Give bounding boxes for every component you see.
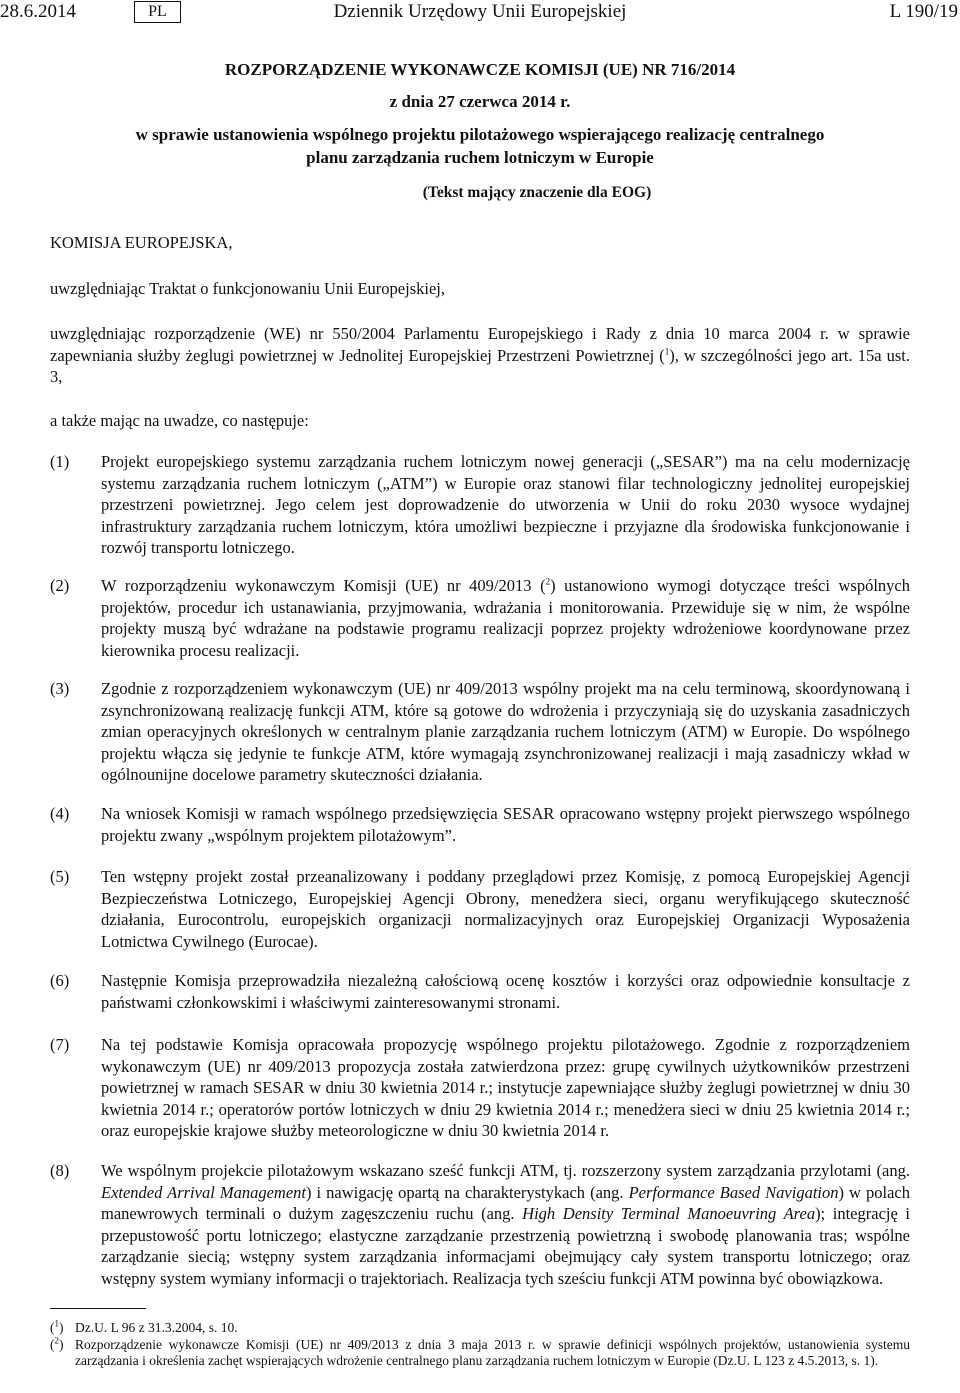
eea-relevance bbox=[0, 183, 960, 203]
recital-text: Zgodnie z rozporządzeniem wykonawczym (UE) nr 409/2013 wspólny projekt ma na celu terminową, skoordynowaną i zsynchronizowaną realizację funkcji ATM, które są gotowe do wdrożenia i przyczyniają się do uzyskania zasadniczych zmian operacyjnych określonych w centralnym planie zarządzania ruchem lotniczym (ATM) w Europie. Do wspólnego projektu włącza się jedynie te funkcje ATM, które wymagają zsynchronizowanej realizacji i mają zasadniczy wkład w ogólnounijne docelowe parametry skuteczności działania. bbox=[101, 679, 910, 784]
recital-number: (4) bbox=[50, 804, 70, 823]
commission-line: KOMISJA EUROPEJSKA, bbox=[50, 233, 233, 252]
recital-term-italic: High Density Terminal Manoeuvring Area bbox=[522, 1204, 816, 1223]
recital-text: Następnie Komisja przeprowadziła niezależną całościową ocenę kosztów i korzyści oraz odpowiednie konsultacje z państwami członkowskimi i właściwymi zainteresowanymi stronami. bbox=[101, 971, 910, 1012]
footnote-paren: ) bbox=[59, 1337, 64, 1352]
footnote-ref-2[interactable]: 2 bbox=[545, 576, 551, 587]
having-regard-text-before: uwzględniając rozporządzenie (WE) nr 550/2004 Parlamentu Europejskiego i Rady z dnia 10 marca 2004 r. w sprawie zapewniania służby żeglugi powietrznej w Jednolitej Europejskiej Przestrzeni Powietrznej ( bbox=[50, 324, 910, 365]
recital-number: (5) bbox=[50, 867, 70, 886]
eea-relevance-text: (Tekst mający znaczenie dla EOG) bbox=[422, 184, 652, 201]
recital-8 bbox=[50, 1160, 910, 1289]
header-language-box: PL bbox=[134, 1, 181, 23]
footnote-paren: ( bbox=[50, 1337, 55, 1352]
footnote-number bbox=[50, 1320, 64, 1336]
recital-3 bbox=[50, 678, 910, 786]
regulation-title: ROZPORZĄDZENIE WYKONAWCZE KOMISJI (UE) NR 716/2014 bbox=[224, 60, 736, 79]
footnote-text: Rozporządzenie wykonawcze Komisji (UE) nr 409/2013 z dnia 3 maja 2013 r. w sprawie definicji wspólnych projektów, ustanowienia systemu zarządzania i określenia zachęt wspierających wdrożenie centralnego planu zarządzania ruchem lotniczym w Europie (Dz.U. L 123 z 4.5.2013, s. 1). bbox=[75, 1337, 910, 1368]
footnote-paren: ) bbox=[59, 1320, 64, 1335]
recital-number: (2) bbox=[50, 576, 70, 595]
footnote-marker: 1 bbox=[54, 1318, 59, 1329]
recital-2 bbox=[50, 575, 910, 661]
recital-7 bbox=[50, 1034, 910, 1142]
footnote-marker: 2 bbox=[54, 1335, 59, 1346]
recital-text-part: ) w polach manewrowych terminali o dużym zagęszczeniu ruchu (ang. bbox=[101, 1182, 910, 1223]
recital-5 bbox=[50, 866, 910, 952]
recital-text-before: W rozporządzeniu wykonawczym Komisji (UE) nr 409/2013 ( bbox=[101, 576, 546, 595]
having-regard-regulation bbox=[50, 323, 910, 388]
subject-line-1: w sprawie ustanowienia wspólnego projektu pilotażowego wspierającego realizację centralnego bbox=[135, 125, 825, 144]
footnote-text: Dz.U. L 96 z 31.3.2004, s. 10. bbox=[75, 1320, 238, 1335]
recital-term-italic: Performance Based Navigation bbox=[628, 1182, 839, 1202]
footnote-paren: ( bbox=[50, 1320, 55, 1335]
regulation-subject bbox=[0, 123, 960, 169]
footnote-1 bbox=[50, 1320, 910, 1336]
footnote-divider bbox=[50, 1308, 146, 1309]
recital-text-after: ) ustanowiono wymogi dotyczące treści wspólnych projektów, procedur ich ustanawiania, przyjmowania, wdrażania i monitorowania. Przewiduje się w nim, że wspólne projekty muszą być wdrażane na podstawie programu realizacji poprzez projekty wdrożeniowe koordynowane przez kierownika procesu realizacji. bbox=[101, 576, 910, 660]
page-header bbox=[0, 0, 960, 24]
recital-text bbox=[101, 1160, 910, 1289]
footnote-ref-1[interactable]: 1 bbox=[664, 346, 670, 356]
recital-text-part: ); integrację i przepustowość portu lotniczego; elastyczne zarządzanie przestrzenią powietrzną i swobodę planowania tras; wspólne zarządzanie siecią; wstępny system zarządzania informacjami obejmujący cały system transportu lotniczego; oraz wstępny system wymiany informacji o trajektoriach. Realizacja tych sześciu funkcji ATM powinna być obowiązkowa. bbox=[101, 1204, 911, 1288]
footnote-2 bbox=[50, 1337, 910, 1369]
recital-text-part: We wspólnym projekcie pilotażowym wskazano sześć funkcji ATM, tj. rozszerzony system zarządzania przylotami (ang. bbox=[101, 1161, 910, 1180]
header-date: 28.6.2014 bbox=[0, 1, 76, 22]
whereas-line: a także mając na uwadze, co następuje: bbox=[50, 411, 309, 430]
subject-line-2: planu zarządzania ruchem lotniczym w Europie bbox=[306, 148, 654, 167]
recital-term-italic: Extended Arrival Management bbox=[101, 1182, 306, 1202]
recital-number: (7) bbox=[50, 1035, 70, 1054]
recital-text bbox=[101, 575, 910, 661]
recital-text: Na tej podstawie Komisja opracowała propozycję wspólnego projektu pilotażowego. Zgodnie z rozporządzeniem wykonawczym (UE) nr 409/2013 propozycja została zatwierdzona przez: grupę cywilnych użytkowników przestrzeni powietrznej w ramach SESAR w dniu 30 kwietnia 2014 r.; instytucje zapewniające służby żeglugi powietrznej w dniu 30 kwietnia 2014 r.; operatorów portów lotniczych w dniu 29 kwietnia 2014 r.; menedżera sieci w dniu 25 kwietnia 2014 r.; oraz europejskie krajowe służby meteorologiczne w dniu 30 kwietnia 2014 r. bbox=[101, 1035, 910, 1140]
recital-text: Na wniosek Komisji w ramach wspólnego przedsięwzięcia SESAR opracowano wstępny projekt pierwszego wspólnego projektu zwany „wspólnym projektem pilotażowym”. bbox=[101, 804, 910, 845]
recital-text: Projekt europejskiego systemu zarządzania ruchem lotniczym nowej generacji („SESAR”) ma na celu modernizację systemu zarządzania ruchem lotniczym („ATM”) w Europie oraz stanowi filar technologiczny jednolitej europejskiej przestrzeni powietrznej. Jego celem jest doprowadzenie do utworzenia w Unii do roku 2030 wysoce wydajnej infrastruktury zarządzania ruchem lotniczym, która umożliwi bezpieczne i przyjazne dla środowiska funkcjonowanie i rozwój transportu lotniczego. bbox=[101, 452, 910, 557]
recital-number: (8) bbox=[50, 1161, 70, 1180]
recital-6 bbox=[50, 970, 910, 1013]
recital-number: (6) bbox=[50, 971, 70, 990]
having-regard-treaty: uwzględniając Traktat o funkcjonowaniu Unii Europejskiej, bbox=[50, 279, 446, 298]
recital-4 bbox=[50, 803, 910, 846]
recital-1 bbox=[50, 451, 910, 559]
footnote-number bbox=[50, 1337, 64, 1353]
recital-text-part: ) i nawigację opartą na charakterystykach (ang. bbox=[306, 1182, 629, 1202]
recital-number: (3) bbox=[50, 679, 70, 698]
recital-number: (1) bbox=[50, 452, 70, 471]
header-page-number: L 190/19 bbox=[889, 1, 958, 22]
recital-text: Ten wstępny projekt został przeanalizowany i poddany przeglądowi przez Komisję, z pomocą Europejskiej Agencji Bezpieczeństwa Lotniczego, Europejskiej Agencji Obrony, menedżera sieci, organu weryfikującego skuteczność działania, Eurocontrolu, europejskich organizacji normalizacyjnych oraz Europejskiej Organizacji Wyposażenia Lotnictwa Cywilnego (Eurocae). bbox=[101, 867, 910, 951]
regulation-date: z dnia 27 czerwca 2014 r. bbox=[389, 92, 571, 111]
having-regard-text-after: ), w szczególności jego art. 15a ust. 3, bbox=[50, 345, 910, 386]
header-journal-title: Dziennik Urzędowy Unii Europejskiej bbox=[333, 1, 627, 22]
